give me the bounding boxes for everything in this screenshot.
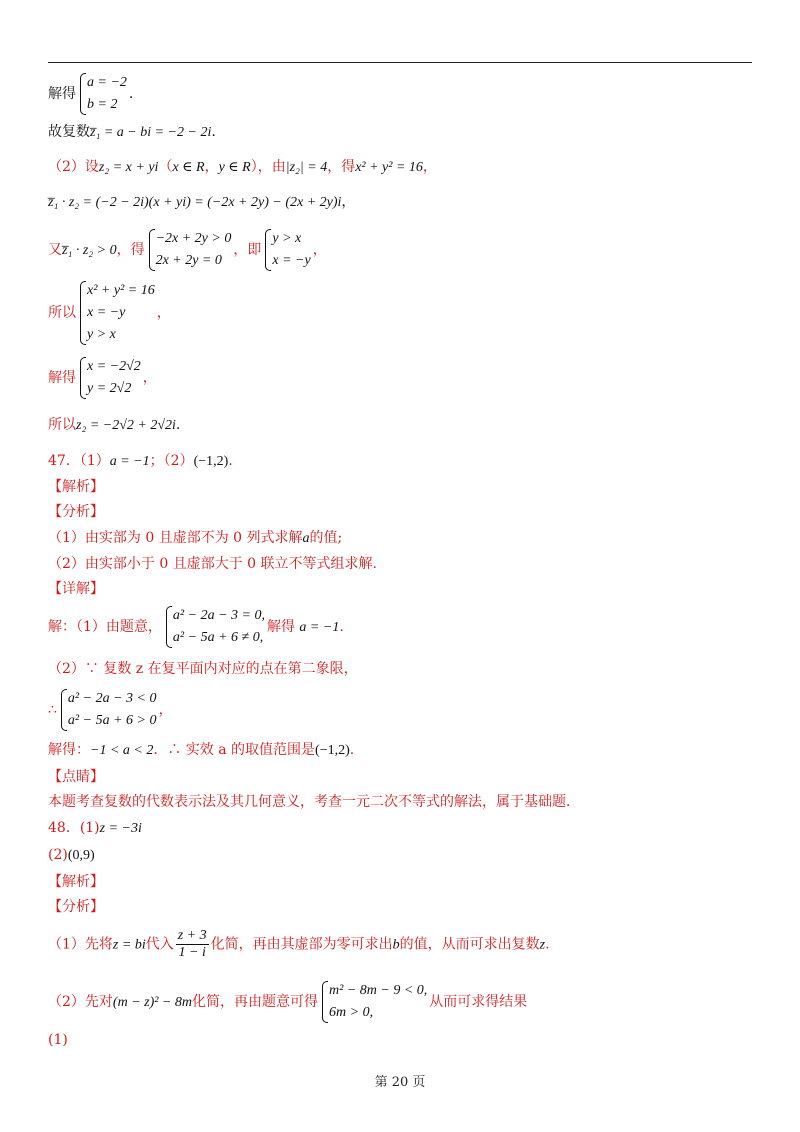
line-solve-xy: 解得 x = −2√2 y = 2√2 ，: [48, 356, 157, 400]
line-so-system: 所以 x² + y² = 16 x = −y y > x ，: [48, 280, 171, 346]
q47-answer: 47．（1）a = −1；（2）(−1,2).: [48, 453, 233, 469]
q48-jiexi: 【解析】: [48, 874, 104, 890]
line-conj-z1: 故复数z̅₁ = a − bi = −2 − 2i.: [48, 124, 216, 140]
q48-answer-1: 48．(1)z = −3i: [48, 820, 142, 836]
q48-fenxi: 【分析】: [48, 899, 104, 915]
q47-jiexi: 【解析】: [48, 479, 104, 495]
q48-analysis-1: （1）先将z = bi代入 $\frac{z + 3}{1 - i}$ 化简，再由其虚部为零可求出b的值，从而可求出复数z.: [48, 928, 550, 960]
q47-detail-4: 解得：−1 < a < 2．∴ 实效 a 的取值范围是(−1,2).: [48, 742, 355, 758]
line-set-z2: （2）设z₂ = x + yi（x ∈ R，y ∈ R），由|z₂| = 4，得x² + y² = 16，: [48, 159, 437, 175]
system-three: x² + y² = 16 x = −y y > x: [78, 280, 155, 346]
q47-fenxi: 【分析】: [48, 504, 104, 520]
page-number: 第 20 页: [374, 1075, 426, 1090]
system-q47-2: a² − 2a − 3 < 0 a² − 5a + 6 > 0: [59, 688, 157, 732]
system-condition-1: −2x + 2y > 0 2x + 2y = 0: [147, 228, 232, 272]
q47-xiangjie: 【详解】: [48, 581, 104, 597]
q47-detail-1: 解：（1）由题意， a² − 2a − 3 = 0, a² − 5a + 6 ≠ 0, 解得 a = −1.: [48, 605, 344, 649]
system-q47-1: a² − 2a − 3 = 0, a² − 5a + 6 ≠ 0,: [164, 605, 265, 649]
line-condition: 又z̅₁ · z₂ > 0，得 −2x + 2y > 0 2x + 2y = 0 ，即 y > x x = −y ，: [48, 228, 327, 272]
header-rule: [48, 62, 752, 63]
q47-dianjing: 【点睛】: [48, 769, 104, 785]
line-result-z2: 所以z₂ = −2√2 + 2√2i.: [48, 417, 181, 433]
fraction: $\frac{z + 3}{1 - i}$: [177, 928, 207, 960]
q47-detail-3: ∴ a² − 2a − 3 < 0 a² − 5a + 6 > 0 ，: [48, 688, 172, 732]
q47-note: 本题考查复数的代数表示法及其几何意义，考查一元二次不等式的解法，属于基础题．: [48, 794, 580, 810]
q48-solution-start: (1): [48, 1032, 68, 1048]
q47-detail-2: （2）∵ 复数 z 在复平面内对应的点在第二象限，: [48, 661, 358, 677]
line-solve-ab: 解得 a = −2 b = 2 .: [48, 72, 133, 116]
system-ab: a = −2 b = 2: [78, 72, 127, 116]
q48-analysis-2: （2）先对(m − z)² − 8m化简，再由题意可得 m² − 8m − 9 < 0, 6m > 0, 从而可求得结果: [48, 980, 527, 1024]
q48-answer-2: (2)(0,9): [48, 847, 95, 863]
system-q48: m² − 8m − 9 < 0, 6m > 0,: [320, 980, 427, 1024]
system-xy: x = −2√2 y = 2√2: [78, 356, 141, 400]
q47-analysis-2: （2）由实部小于 0 且虚部大于 0 联立不等式组求解.: [48, 556, 377, 572]
system-condition-2: y > x x = −y: [263, 228, 310, 272]
q47-analysis-1: （1）由实部为 0 且虚部不为 0 列式求解a的值;: [48, 530, 343, 546]
line-product: z̅₁ · z₂ = (−2 − 2i)(x + yi) = (−2x + 2y) − (2x + 2y)i，: [48, 194, 356, 210]
